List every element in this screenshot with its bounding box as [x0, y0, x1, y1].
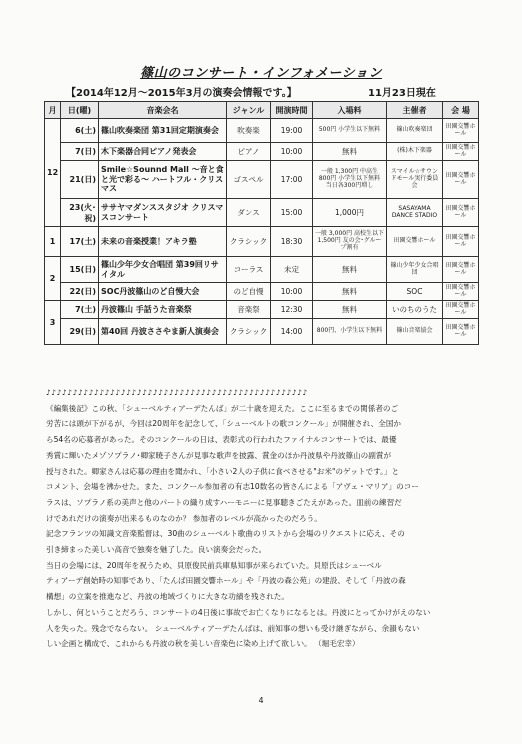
time-cell: 10:00: [271, 143, 313, 161]
organizer-cell: いのちのうた: [387, 301, 443, 319]
fee-cell: 800円、小学生以下無料: [313, 319, 387, 345]
editor-notes: [46, 385, 476, 652]
table-row: [45, 119, 479, 143]
header-fee: 入場料: [313, 102, 387, 119]
month-cell: 2: [45, 257, 61, 301]
notes-line: 当日の会場には、20周年を祝うため、貝原俊民前兵庫県知事が来られていた。貝原氏はシューベル: [46, 560, 382, 570]
day-cell: 7(土): [61, 301, 99, 319]
table-row: [45, 199, 479, 227]
venue-cell: 田園交響ホール: [443, 119, 479, 143]
music-note-divider: ♪♪♪♪♪♪♪♪♪♪♪♪♪♪♪♪♪♪♪♪♪♪♪♪♪♪♪♪♪♪♪♪♪♪♪♪♪♪♪♪♪♪♪♪♪♪♪♪♪: [46, 388, 308, 397]
time-cell: 19:00: [271, 119, 313, 143]
genre-cell: 音楽祭: [227, 301, 271, 319]
page-title: 篠山のコンサート・インフォメーション: [140, 66, 382, 81]
day-cell: 6(土): [61, 119, 99, 143]
concert-table: [44, 101, 479, 345]
venue-cell: 田園交響ホール: [443, 257, 479, 283]
organizer-cell: 篠山吹奏楽団: [387, 119, 443, 143]
concert-name-cell: 篠山吹奏楽団 第31回定期演奏会: [99, 119, 227, 143]
fee-cell: 一般 3,000円 高校生以下1,500円 友の会･グループ割有: [313, 227, 387, 257]
period-caption: 【2014年12月～2015年3月の演奏会情報です。】: [66, 88, 297, 99]
venue-cell: 田園交響ホール: [443, 283, 479, 301]
notes-line: けであれだけの演奏が出来るものなのか？ 参加者のレベルが高かったのだろう。: [46, 513, 322, 523]
month-cell: 1: [45, 227, 61, 257]
concert-name-cell: 第40回 丹波ささやま新人演奏会: [99, 319, 227, 345]
notes-line: ラスは、ソプラノ系の美声と他のパートの織り成すハーモニーに見事聴きごたえがあった。皿前の練習だ: [46, 497, 402, 507]
venue-cell: 田園交響ホール: [443, 161, 479, 199]
fee-cell: 無料: [313, 257, 387, 283]
month-cell: 3: [45, 301, 61, 345]
organizer-cell: (株)木下楽器: [387, 143, 443, 161]
header-concert-name: 音楽会名: [99, 102, 227, 119]
venue-cell: 田園交響ホール: [443, 301, 479, 319]
notes-line: 労苦には頭が下がるが、今回は20周年を記念して、「シューベルトの歌コンクール」が開催され、全国か: [46, 419, 402, 429]
notes-line: しい企画と構成で、これからも丹波の秋を美しい音楽色に染め上げて欲しい。 （堀毛宏幸）: [46, 639, 360, 649]
organizer-cell: 篠山少年少女合唱団: [387, 257, 443, 283]
notes-line: コメント、会場を沸かせた。また、コンクール参加者の有志10数名の皆さんによる「アヴェ・マリア」のコー: [46, 482, 419, 492]
genre-cell: ゴスペル: [227, 161, 271, 199]
notes-line: 人を失った。残念でならない。 シューベルティアーデたんばは、前知事の想いも受け継ぎながら、余韻もない: [46, 623, 420, 633]
fee-cell: 無料: [313, 301, 387, 319]
genre-cell: ピアノ: [227, 143, 271, 161]
day-cell: 15(日): [61, 257, 99, 283]
genre-cell: 吹奏楽: [227, 119, 271, 143]
notes-line: 引き締まった美しい高音で独奏を魅了した。良い演奏会だった。: [46, 545, 267, 555]
month-cell: 12: [45, 119, 61, 227]
day-cell: 17(土): [61, 227, 99, 257]
notes-line: 秀賞に輝いたメゾソプラノ･卿家暁子さんが見事な歌声を披露、賞金のほか丹波県や丹波篠山の副賞が: [46, 450, 392, 460]
header-start-time: 開演時間: [271, 102, 313, 119]
time-cell: 10:00: [271, 283, 313, 301]
time-cell: 14:00: [271, 319, 313, 345]
as-of-date: 11月23日現在: [368, 88, 436, 99]
notes-line: 授与された。卿家さんは応募の理由を聞かれ、「小さい2人の子供に食べさせる"お米"のゲットです。」と: [46, 466, 400, 476]
time-cell: 17:00: [271, 161, 313, 199]
genre-cell: クラシック: [227, 227, 271, 257]
table-row: [45, 143, 479, 161]
day-cell: 21(日): [61, 161, 99, 199]
time-cell: 未定: [271, 257, 313, 283]
organizer-cell: SOC: [387, 283, 443, 301]
day-cell: 23(火･祝): [61, 199, 99, 227]
fee-cell: 無料: [313, 283, 387, 301]
venue-cell: 田園交響ホール: [443, 143, 479, 161]
fee-cell: 無料: [313, 143, 387, 161]
venue-cell: 田園交響ホール: [443, 319, 479, 345]
day-cell: 29(日): [61, 319, 99, 345]
concert-name-cell: 未来の音楽授業！アキラ塾: [99, 227, 227, 257]
genre-cell: クラシック: [227, 319, 271, 345]
organizer-cell: スマイル☆サウンドモール実行委員会: [387, 161, 443, 199]
notes-line: 記念フランツの知識文音楽監督は、30曲のシューベルト歌曲のリストから会場のリクエストに応え、その: [46, 529, 405, 539]
concert-name-cell: SOC丹波篠山のど自慢大会: [99, 283, 227, 301]
table-row: [45, 283, 479, 301]
notes-line: 構想」の立案を推進など、丹波の地域づくりに大きな功績を残された。: [46, 592, 289, 602]
organizer-cell: 田園交響ホール: [387, 227, 443, 257]
fee-cell: 一般 1,300円 中高生 800円 小学生以下無料 当日各300円増し: [313, 161, 387, 199]
fee-cell: 500円 小学生以下無料: [313, 119, 387, 143]
day-cell: 7(日): [61, 143, 99, 161]
time-cell: 15:00: [271, 199, 313, 227]
venue-cell: 田園交響ホール: [443, 199, 479, 227]
fee-cell: 1,000円: [313, 199, 387, 227]
concert-name-cell: 篠山少年少女合唱団 第39回リサイタル: [99, 257, 227, 283]
notes-line: 《編集後記》この秋、「シューベルティアーデたんば」が二十歳を迎えた。ここに至るまでの関係者のご: [46, 403, 399, 413]
table-row: [45, 161, 479, 199]
table-row: [45, 319, 479, 345]
notes-line: ら54名の応募者があった。そのコンクールの日は、表彰式の行われたファイナルコンサートでは、最優: [46, 435, 397, 445]
table-row: [45, 257, 479, 283]
organizer-cell: 篠山音楽協会: [387, 319, 443, 345]
concert-name-cell: 木下楽器合同ピアノ発表会: [99, 143, 227, 161]
table-row: [45, 301, 479, 319]
time-cell: 12:30: [271, 301, 313, 319]
genre-cell: のど自慢: [227, 283, 271, 301]
table-header-row: [45, 102, 479, 119]
venue-cell: 田園交響ホール: [443, 227, 479, 257]
concert-name-cell: Smile☆Sounnd Mall ～音と食と光で彩る～ ハートフル・クリスマス: [99, 161, 227, 199]
day-cell: 22(日): [61, 283, 99, 301]
header-month: 月: [45, 102, 61, 119]
genre-cell: ダンス: [227, 199, 271, 227]
concert-name-cell: 丹波篠山 手話うた音楽祭: [99, 301, 227, 319]
header-organizer: 主催者: [387, 102, 443, 119]
header-genre: ジャンル: [227, 102, 271, 119]
table-row: [45, 227, 479, 257]
genre-cell: コーラス: [227, 257, 271, 283]
concert-name-cell: ササヤマダンススタジオ クリスマスコンサート: [99, 199, 227, 227]
notes-line: ティアーデ創始時の知事であり、「たんば田園交響ホール」や「丹波の森公苑」の建設、そして「丹波の森: [46, 576, 406, 586]
notes-line: しかし、何ということだろう、コンサートの4日後に事故でお亡くなりになるとは。丹波にとってかけがえのない: [46, 607, 431, 617]
organizer-cell: SASAYAMA DANCE STADIO: [387, 199, 443, 227]
page-number: 4: [258, 696, 264, 705]
header-venue: 会 場: [443, 102, 479, 119]
header-day: 日(曜): [61, 102, 99, 119]
time-cell: 18:30: [271, 227, 313, 257]
